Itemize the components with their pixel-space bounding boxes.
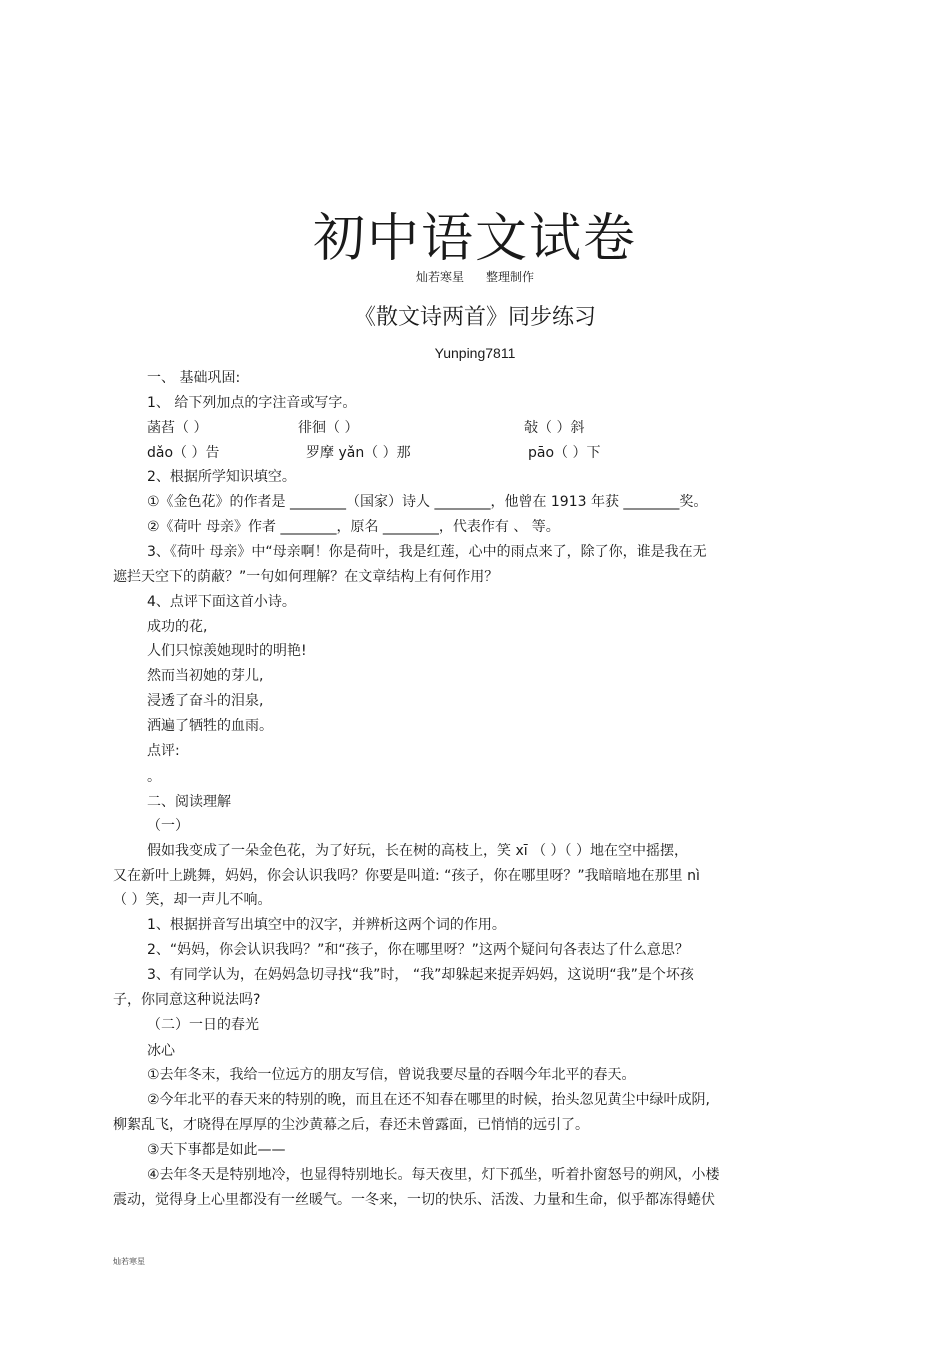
poem-line: 洒遍了牺牲的血雨。 [147,718,273,734]
q1-item: 菡萏（ ） [147,420,208,436]
question-3-line1: 3、《荷叶 母亲》中“母亲啊！你是荷叶，我是红莲，心中的雨点来了，除了你，谁是我在无 [147,544,707,560]
reading-question-3-line1: 3、有同学认为，在妈妈急切寻找“我”时， “我”却躲起来捉弄妈妈，这说明“我”是个坏孩 [147,967,694,983]
page-footer: 灿若寒星 [113,1257,145,1266]
section1-heading: 一、 基础巩固: [147,370,241,386]
credit-name: 灿若寒星 [415,270,464,284]
passage2-paragraph-4-line2: 震动，觉得身上心里都没有一丝暖气。一冬来，一切的快乐、活泼、力量和生命，似乎都冻得蜷伏 [113,1192,715,1208]
question-1: 1、 给下列加点的字注音或写字。 [147,395,357,411]
part2-author: 冰心 [147,1043,175,1059]
passage1-line: （ ）笑，却一声儿不响。 [113,892,272,908]
passage2-paragraph-2-line1: ②今年北平的春天来的特别的晚，而且在还不知春在哪里的时候，抬头忽见黄尘中绿叶成阴, [147,1092,710,1108]
exercise-title: 《散文诗两首》同步练习 [353,305,596,330]
passage2-paragraph-4-line1: ④去年冬天是特别地冷，也显得特别地长。每天夜里，灯下孤坐，听着扑窗怒号的朔风，小楼 [147,1167,720,1183]
reading-question-2: 2、“妈妈，你会认识我吗？”和“孩子，你在哪里呀？”这两个疑问句各表达了什么意思？ [147,942,689,958]
q1-item: 敧（ ）斜 [524,420,585,436]
q1-item: pāo（ ）下 [528,445,601,461]
passage2-paragraph-1: ①去年冬末，我给一位远方的朋友写信，曾说我要尽量的吞咽今年北平的春天。 [147,1067,636,1083]
author-name: Yunping7811 [434,345,516,361]
q1-item: 罗摩 yǎn（ ）那 [306,445,411,461]
q1-item: dǎo（ ）告 [147,445,220,461]
q1-item: 徘徊（ ） [298,420,359,436]
passage2-paragraph-2-line2: 柳絮乱飞，才晓得在厚厚的尘沙黄幕之后，春还未曾露面，已悄悄的远引了。 [113,1117,589,1133]
reading-question-1: 1、根据拼音写出填空中的汉字，并辨析这两个词的作用。 [147,917,506,933]
poem-line: 人们只惊羡她现时的明艳! [147,643,307,659]
credit-line [0,268,950,285]
section2-heading: 二、阅读理解 [147,794,231,810]
question-4: 4、点评下面这首小诗。 [147,594,296,610]
poem-line: 浸透了奋斗的泪泉, [147,693,264,709]
question-3-line2: 遮拦天空下的荫蔽？”一句如何理解？在文章结构上有何作用？ [113,569,499,585]
poem-line: 然而当初她的芽儿, [147,668,264,684]
credit-role: 整理制作 [486,270,535,284]
reading-question-3-line2: 子，你同意这种说法吗? [113,992,261,1008]
page-title: 初中语文试卷 [312,209,637,269]
comment-label: 点评: [147,743,180,759]
part2-label: （二）一日的春光 [147,1017,259,1033]
question-2: 2、根据所学知识填空。 [147,469,296,485]
passage1-line: 又在新叶上跳舞，妈妈，你会认识我吗？你要是叫道: “孩子，你在哪里呀？”我暗暗地在那里 nì [113,868,700,884]
poem-line: 成功的花, [147,619,208,635]
q2-blank-b: ②《荷叶 母亲》作者 ________，原名 ________，代表作有 、 等。 [147,519,560,535]
part1-label: （一） [147,818,189,834]
comment-end: 。 [147,769,161,785]
passage1-line: 假如我变成了一朵金色花，为了好玩，长在树的高枝上，笑 xī （ ）（ ）地在空中摇摆， [147,843,688,859]
passage2-paragraph-3: ③天下事都是如此—— [147,1142,286,1158]
q2-blank-a: ①《金色花》的作者是 ________（国家）诗人 ________，他曾在 1913 年获 ________奖。 [147,494,708,510]
